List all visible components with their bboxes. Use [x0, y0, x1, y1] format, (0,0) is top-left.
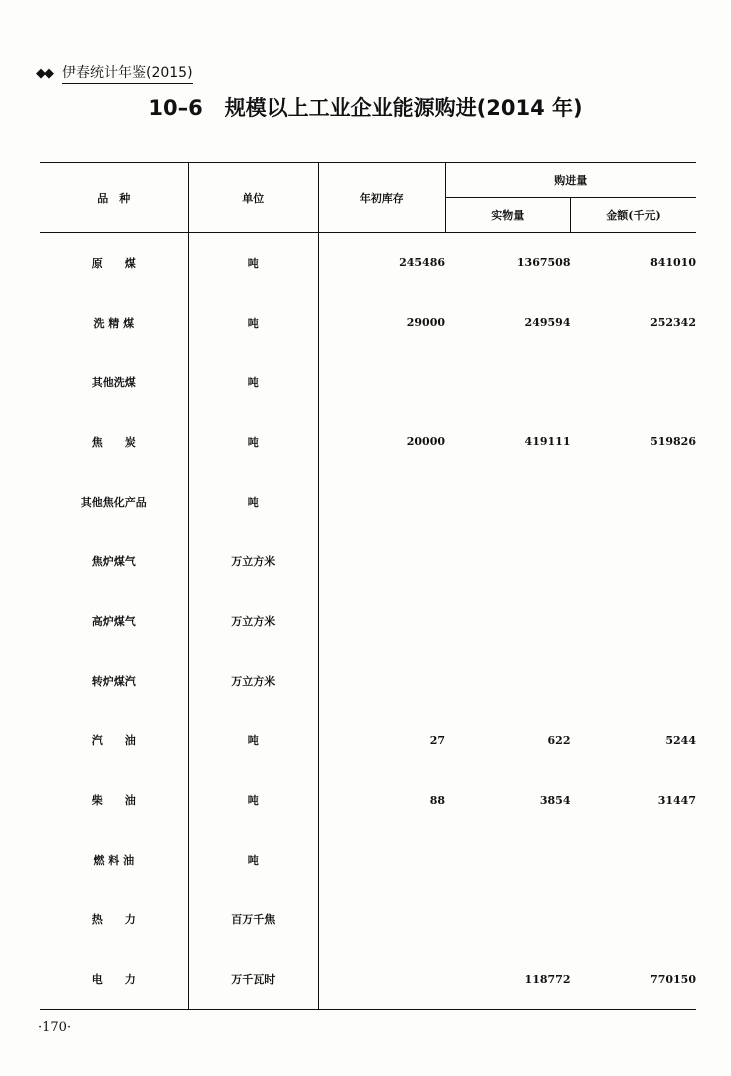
row-opening-stock: [319, 352, 445, 412]
table-row: [40, 890, 696, 950]
table-row: [40, 412, 696, 472]
row-physical: 249594: [524, 316, 571, 330]
row-physical: [445, 531, 570, 591]
row-physical: 622: [547, 733, 571, 747]
row-name: 汽 油: [40, 711, 188, 771]
row-amount: [570, 531, 696, 591]
table-body: [40, 233, 696, 1010]
row-unit: 万立方米: [188, 651, 318, 711]
table-row: [40, 531, 696, 591]
row-name: 燃 料 油: [40, 830, 188, 890]
header-variety: 品 种: [40, 163, 188, 233]
table-row: [40, 472, 696, 532]
row-physical: [445, 890, 570, 950]
table-row: [40, 233, 696, 293]
row-unit: 吨: [188, 352, 318, 412]
row-amount: 519826: [650, 435, 696, 449]
row-amount: 770150: [570, 949, 696, 1009]
row-unit: 吨: [188, 472, 318, 532]
row-opening-stock: [319, 890, 445, 950]
table-row: [40, 591, 696, 651]
row-opening-stock: 27: [429, 733, 446, 747]
row-unit: 吨: [188, 412, 318, 472]
row-amount: 252342: [650, 316, 696, 330]
running-head-text: 伊春统计年鉴(2015): [62, 62, 193, 84]
row-amount: [570, 591, 696, 651]
row-physical: 1367508: [516, 256, 571, 270]
row-opening-stock: [319, 651, 445, 711]
page-number: ·170·: [38, 1020, 72, 1035]
row-unit: 万立方米: [188, 531, 318, 591]
row-amount: 5244: [665, 733, 696, 747]
table-row: [40, 830, 696, 890]
row-name: 其他洗煤: [40, 352, 188, 412]
header-purchase: 购进量: [445, 163, 696, 198]
row-physical: [445, 472, 570, 532]
table-row: [40, 949, 696, 1009]
row-opening-stock: [319, 531, 445, 591]
row-unit: 吨: [188, 233, 318, 293]
row-physical: [445, 830, 570, 890]
table-row: [40, 293, 696, 353]
header-unit: 单位: [188, 163, 318, 233]
row-name: 高炉煤气: [40, 591, 188, 651]
page-title: [0, 92, 731, 122]
row-name: 柴 油: [40, 770, 188, 830]
row-opening-stock: [319, 472, 445, 532]
table-row: [40, 651, 696, 711]
row-name: 电 力: [40, 949, 188, 1009]
table-row: [40, 711, 696, 771]
row-name: 热 力: [40, 890, 188, 950]
header-opening-stock: 年初库存: [319, 163, 445, 233]
row-unit: 吨: [188, 711, 318, 771]
row-physical: 419111: [524, 435, 571, 449]
row-unit: 吨: [188, 293, 318, 353]
row-opening-stock: 245486: [399, 256, 446, 270]
row-opening-stock: 88: [429, 793, 446, 807]
running-head: [36, 62, 193, 84]
row-physical: 3854: [539, 793, 571, 807]
table-row: [40, 770, 696, 830]
row-unit: 万立方米: [188, 591, 318, 651]
row-name: 焦炉煤气: [40, 531, 188, 591]
row-name: 其他焦化产品: [40, 472, 188, 532]
row-opening-stock: 29000: [406, 316, 446, 330]
header-physical: 实物量: [445, 198, 570, 233]
row-physical: [445, 352, 570, 412]
row-amount: 841010: [650, 256, 696, 270]
row-amount: [570, 352, 696, 412]
row-amount: 31447: [657, 793, 696, 807]
row-opening-stock: [319, 830, 445, 890]
row-opening-stock: [319, 591, 445, 651]
row-physical: [445, 591, 570, 651]
row-opening-stock: 20000: [406, 435, 446, 449]
row-name: 原 煤: [40, 233, 188, 293]
row-opening-stock: [319, 949, 445, 1009]
row-physical: 118772: [445, 949, 570, 1009]
row-amount: [570, 830, 696, 890]
row-amount: [570, 472, 696, 532]
row-physical: [445, 651, 570, 711]
header-amount: 金额(千元): [570, 198, 696, 233]
row-amount: [570, 651, 696, 711]
table-number: 10–6: [148, 96, 203, 120]
diamond-marks-icon: ◆◆: [36, 65, 52, 81]
row-unit: 万千瓦时: [188, 949, 318, 1009]
table-row: [40, 352, 696, 412]
row-name: 转炉煤汽: [40, 651, 188, 711]
row-name: 焦 炭: [40, 412, 188, 472]
row-unit: 吨: [188, 830, 318, 890]
energy-purchase-table: [40, 162, 696, 1010]
row-name: 洗 精 煤: [40, 293, 188, 353]
row-unit: 吨: [188, 770, 318, 830]
table-title: 规模以上工业企业能源购进(2014 年): [224, 96, 583, 120]
row-amount: [570, 890, 696, 950]
row-unit: 百万千焦: [188, 890, 318, 950]
